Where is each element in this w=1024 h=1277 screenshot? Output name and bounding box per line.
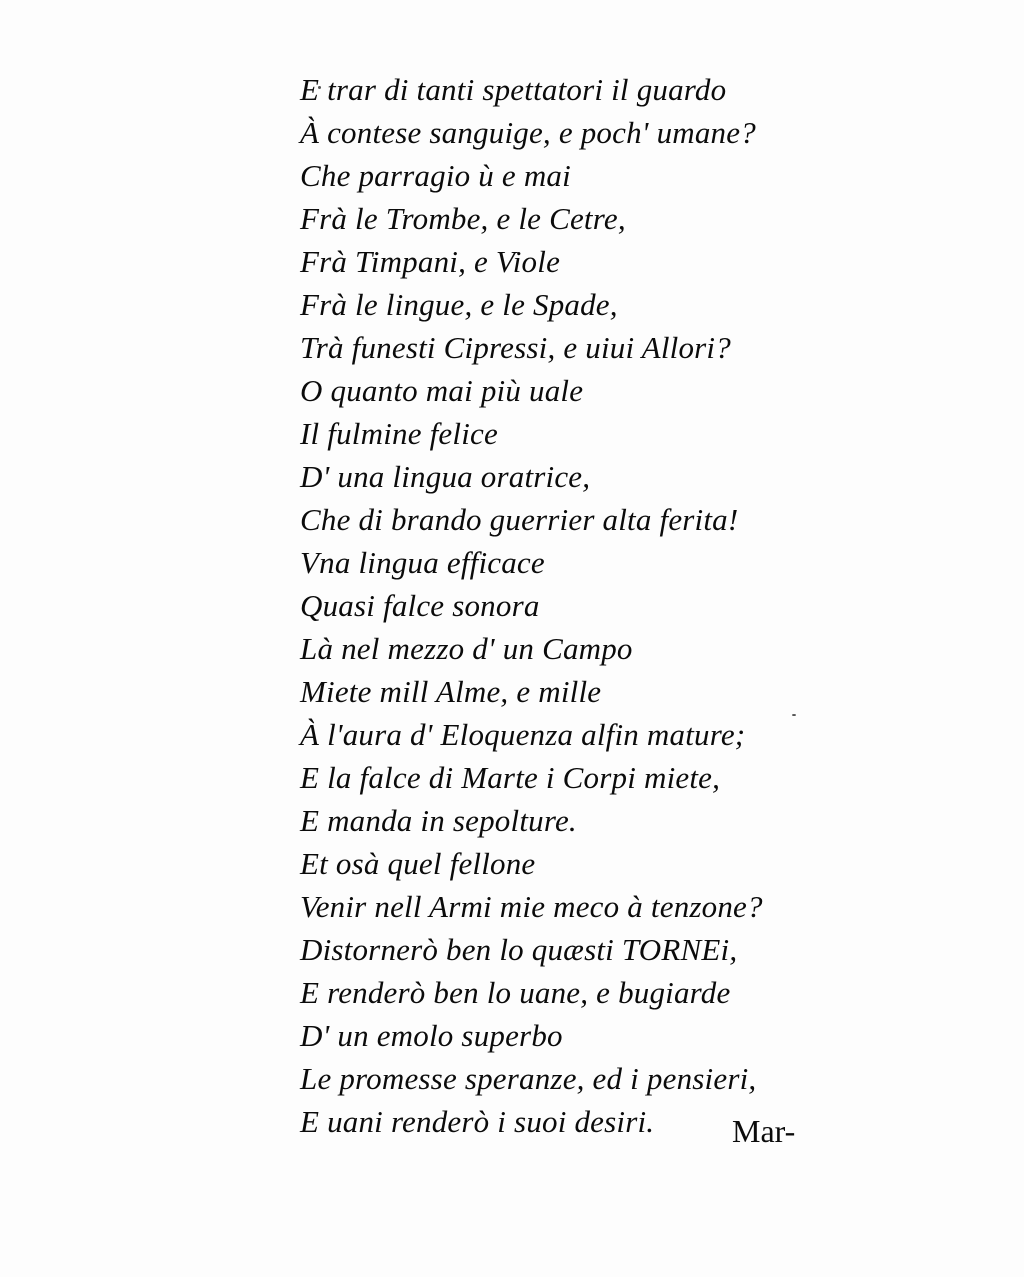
verse-line: Il fulmine felice <box>300 416 498 451</box>
verse-line: E la falce di Marte i Corpi miete, <box>300 760 721 795</box>
verse-line: D' una lingua oratrice, <box>300 459 591 494</box>
verse-line: À contese sanguige, e poch' umane? <box>300 115 756 150</box>
verse-line: Et osà quel fellone <box>300 846 536 881</box>
verse-line: Miete mill Alme, e mille <box>300 674 602 709</box>
verse-line: E uani renderò i suoi desiri. <box>300 1104 655 1139</box>
verse-line: Frà le lingue, e le Spade, <box>300 287 618 322</box>
verse-line: Che di brando guerrier alta ferita! <box>300 502 739 537</box>
verse-line: Le promesse speranze, ed i pensieri, <box>300 1061 757 1096</box>
verse-line: Frà le Trombe, e le Cetre, <box>300 201 626 236</box>
verse-line: Vna lingua efficace <box>300 545 545 580</box>
verse-line: Quasi falce sonora <box>300 588 540 623</box>
verse-line: D' un emolo superbo <box>300 1018 563 1053</box>
verse-line: Venir nell Armi mie meco à tenzone? <box>300 889 763 924</box>
catchword: Mar- <box>732 1113 796 1149</box>
verse-line: E renderò ben lo uane, e bugiarde <box>300 975 731 1010</box>
verse-line: E trar di tanti spettatori il guardo <box>300 72 727 107</box>
verse-line: O quanto mai più uale <box>300 373 584 408</box>
verse-line: À l'aura d' Eloquenza alfin mature; <box>300 717 746 752</box>
verse-line: Che parragio ù e mai <box>300 158 571 193</box>
verse-line: E manda in sepolture. <box>300 803 577 838</box>
verse-block <box>300 68 940 1143</box>
verse-line: Trà funesti Cipressi, e uiui Allori? <box>300 330 731 365</box>
verse-line: Là nel mezzo d' un Campo <box>300 631 633 666</box>
verse-line: Distornerò ben lo quæsti TORNEi, <box>300 932 738 967</box>
verse-line: Frà Timpani, e Viole <box>300 244 561 279</box>
